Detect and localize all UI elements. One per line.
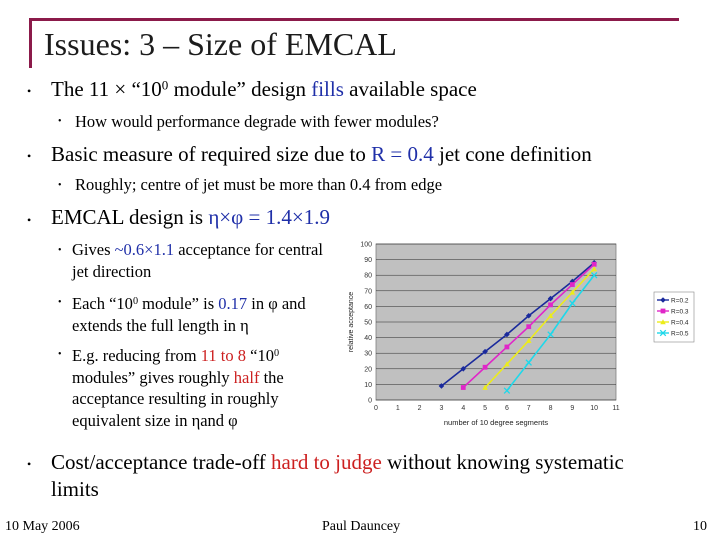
legend-label: R=0.3 [671, 308, 689, 316]
bullet-3c [72, 343, 334, 431]
bullet-marker: • [27, 149, 32, 163]
bullet-marker: • [27, 457, 32, 471]
legend-label: R=0.4 [671, 319, 689, 327]
bullet-marker: • [58, 245, 62, 256]
x-tick-label: 6 [504, 405, 509, 412]
bullet-1-text-post: available space [343, 77, 477, 101]
legend-label: R=0.2 [671, 297, 689, 305]
legend-label: R=0.5 [671, 330, 689, 338]
bullet-3b-sup: 0 [132, 296, 139, 307]
bullet-3 [51, 205, 330, 230]
x-tick-label: 7 [526, 405, 531, 412]
bullet-3c-highlight: 11 to 8 [200, 346, 246, 366]
y-tick-label: 20 [364, 366, 372, 374]
bullet-4 [51, 449, 651, 503]
bullet-2-highlight: R = 0.4 [371, 142, 434, 166]
bullet-1a: How would performance degrade with fewer modules? [75, 112, 439, 131]
bullet-3b [72, 291, 334, 336]
bullet-3a-text-post: acceptance for central jet direction [72, 240, 323, 281]
bullet-3a-text-pre: Gives [72, 240, 115, 259]
bullet-1 [51, 77, 477, 102]
y-tick-label: 70 [364, 288, 372, 296]
x-tick-label: 10 [590, 405, 599, 412]
data-point-series-1 [461, 385, 466, 390]
data-point-series-1 [570, 282, 575, 287]
y-tick-label: 50 [364, 319, 372, 327]
slide-title: Issues: 3 – Size of EMCAL [44, 26, 397, 62]
data-point-series-1 [548, 302, 553, 307]
x-tick-label: 1 [395, 405, 400, 412]
bullet-2a: Roughly; centre of jet must be more than 0.4 from edge [75, 175, 443, 194]
x-tick-label: 9 [570, 405, 575, 412]
data-point-series-1 [592, 262, 597, 267]
bullet-3b-text-post: in φ and extends the full length in η [72, 294, 306, 335]
x-tick-label: 5 [483, 405, 488, 412]
bullet-4-text-pre: Cost/acceptance trade-off [51, 450, 271, 474]
bullet-1-text-pre: The 11 × “10 [51, 77, 162, 101]
footer-author: Paul Dauncey [322, 519, 401, 534]
title-rule-horizontal [29, 18, 679, 21]
acceptance-chart-svg [340, 236, 695, 436]
bullet-3c-text-pre: E.g. reducing from [72, 346, 201, 366]
x-axis-label: number of 10 degree segments [443, 418, 549, 427]
x-tick-label: 11 [612, 405, 620, 412]
data-point-series-1 [483, 365, 488, 370]
bullet-marker: • [58, 116, 62, 127]
x-tick-label: 8 [548, 405, 553, 412]
bullet-3-highlight: η×φ = 1.4×1.9 [208, 205, 330, 229]
data-point-series-1 [505, 345, 510, 350]
y-tick-label: 40 [364, 335, 372, 343]
bullet-3c-text-post: the acceptance resulting in roughly equivalent size in ηand φ [72, 367, 284, 430]
bullet-3c-text-mid2: modules” gives roughly [72, 367, 234, 387]
bullet-3b-text-pre: Each “10 [72, 294, 133, 314]
bullet-1-text-mid: module” design [168, 77, 312, 101]
bullet-1-highlight: fills [311, 77, 344, 101]
bullet-3a-highlight: ~0.6×1.1 [114, 240, 175, 259]
y-tick-label: 0 [368, 397, 372, 405]
bullet-3c-highlight-2: half [233, 367, 260, 387]
bullet-3-text-pre: EMCAL design is [51, 205, 209, 229]
footer-date: 10 May 2006 [5, 519, 80, 534]
y-tick-label: 100 [360, 241, 372, 249]
title-rule-vertical [29, 18, 32, 68]
y-tick-label: 60 [364, 303, 372, 311]
footer-page-number: 10 [693, 519, 707, 534]
bullet-marker: • [58, 180, 62, 191]
y-tick-label: 90 [364, 257, 372, 265]
x-tick-label: 0 [374, 405, 378, 412]
x-tick-label: 4 [461, 405, 466, 412]
bullet-3b-text-mid: module” is [138, 294, 219, 314]
bullet-3c-text-mid: “10 [246, 346, 274, 366]
bullet-1-sup: 0 [161, 77, 169, 93]
legend-swatch-marker [661, 309, 666, 314]
bullet-2-text-pre: Basic measure of required size due to [51, 142, 372, 166]
bullet-3a [72, 239, 334, 282]
x-tick-label: 3 [439, 405, 444, 412]
bullet-2-text-post: jet cone definition [433, 142, 592, 166]
bullet-marker: • [27, 213, 32, 227]
y-tick-label: 10 [364, 381, 372, 389]
y-tick-label: 30 [364, 350, 372, 358]
y-axis-label: relative acceptance [348, 291, 355, 353]
data-point-series-1 [526, 324, 531, 329]
bullet-4-text-post: without knowing systematic limits [51, 450, 624, 501]
bullet-marker: • [58, 297, 62, 308]
bullet-3c-sup: 0 [273, 348, 280, 359]
bullet-marker: • [58, 349, 62, 360]
bullet-2 [51, 142, 592, 167]
acceptance-chart [340, 236, 695, 436]
y-tick-label: 80 [364, 272, 372, 280]
x-tick-label: 2 [417, 405, 422, 412]
bullet-3b-highlight: 0.17 [218, 294, 248, 314]
bullet-4-highlight: hard to judge [271, 450, 382, 474]
bullet-marker: • [27, 84, 32, 98]
